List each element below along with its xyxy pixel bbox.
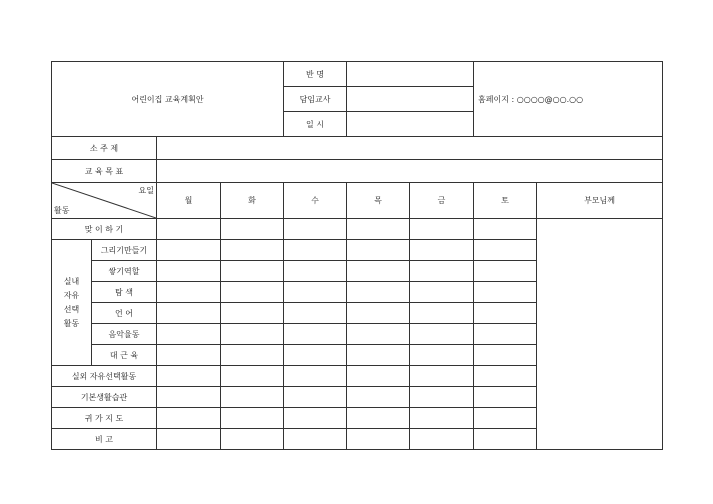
day-activity-corner bbox=[52, 183, 157, 219]
cell[interactable] bbox=[284, 261, 347, 282]
document-title: 어린이집 교육계획안 bbox=[52, 62, 284, 137]
cell[interactable] bbox=[157, 408, 221, 429]
day-header-tue: 화 bbox=[221, 183, 284, 219]
day-header-thu: 목 bbox=[347, 183, 410, 219]
welcome-label: 맞 이 하 기 bbox=[52, 219, 157, 240]
cell[interactable] bbox=[347, 366, 410, 387]
cell[interactable] bbox=[157, 282, 221, 303]
corner-day-label: 요일 bbox=[138, 186, 154, 195]
cell[interactable] bbox=[221, 345, 284, 366]
habits-label: 기본생활습관 bbox=[52, 387, 157, 408]
cell[interactable] bbox=[157, 303, 221, 324]
cell[interactable] bbox=[410, 408, 474, 429]
cell[interactable] bbox=[410, 261, 474, 282]
cell[interactable] bbox=[474, 429, 537, 450]
cell[interactable] bbox=[410, 345, 474, 366]
corner-activity-label: 활동 bbox=[54, 206, 70, 215]
cell[interactable] bbox=[221, 429, 284, 450]
cell[interactable] bbox=[221, 408, 284, 429]
indoor-group-line: 실내 bbox=[63, 276, 80, 286]
cell[interactable] bbox=[284, 429, 347, 450]
cell[interactable] bbox=[347, 219, 410, 240]
cell[interactable] bbox=[284, 324, 347, 345]
cell[interactable] bbox=[347, 261, 410, 282]
cell[interactable] bbox=[284, 345, 347, 366]
homepage-text: 홈페이지 : ○○○○@○○.○○ bbox=[474, 62, 663, 137]
cell[interactable] bbox=[474, 366, 537, 387]
indoor-item-language: 언 어 bbox=[92, 303, 157, 324]
cell[interactable] bbox=[410, 366, 474, 387]
indoor-activity-group bbox=[52, 240, 92, 366]
cell[interactable] bbox=[221, 387, 284, 408]
cell[interactable] bbox=[221, 303, 284, 324]
cell[interactable] bbox=[157, 366, 221, 387]
indoor-group-line: 활동 bbox=[63, 318, 80, 328]
cell[interactable] bbox=[410, 429, 474, 450]
goal-label: 교 육 목 표 bbox=[52, 160, 157, 183]
date-label: 일 시 bbox=[284, 112, 347, 137]
indoor-group-line: 선택 bbox=[63, 304, 80, 314]
day-header-parents: 부모님께 bbox=[537, 183, 663, 219]
cell[interactable] bbox=[284, 408, 347, 429]
cell[interactable] bbox=[410, 240, 474, 261]
cell[interactable] bbox=[410, 324, 474, 345]
cell[interactable] bbox=[347, 408, 410, 429]
indoor-item-drawing: 그리기만들기 bbox=[92, 240, 157, 261]
cell[interactable] bbox=[474, 408, 537, 429]
cell[interactable] bbox=[347, 324, 410, 345]
teacher-field[interactable] bbox=[347, 87, 474, 112]
subtopic-label: 소 주 제 bbox=[52, 137, 157, 160]
cell[interactable] bbox=[221, 324, 284, 345]
cell[interactable] bbox=[347, 345, 410, 366]
cell[interactable] bbox=[347, 282, 410, 303]
cell[interactable] bbox=[410, 282, 474, 303]
remarks-label: 비 고 bbox=[52, 429, 157, 450]
day-header-sat: 토 bbox=[474, 183, 537, 219]
indoor-item-music: 음악율동 bbox=[92, 324, 157, 345]
indoor-item-blocks: 쌓기역할 bbox=[92, 261, 157, 282]
teacher-label: 담임교사 bbox=[284, 87, 347, 112]
cell[interactable] bbox=[284, 387, 347, 408]
subtopic-field[interactable] bbox=[157, 137, 663, 160]
cell[interactable] bbox=[157, 324, 221, 345]
cell[interactable] bbox=[410, 219, 474, 240]
date-field[interactable] bbox=[347, 112, 474, 137]
cell[interactable] bbox=[410, 303, 474, 324]
cell[interactable] bbox=[221, 219, 284, 240]
cell[interactable] bbox=[221, 261, 284, 282]
cell[interactable] bbox=[157, 219, 221, 240]
cell[interactable] bbox=[221, 282, 284, 303]
cell[interactable] bbox=[221, 240, 284, 261]
cell[interactable] bbox=[284, 303, 347, 324]
cell[interactable] bbox=[474, 240, 537, 261]
cell[interactable] bbox=[157, 387, 221, 408]
lesson-plan-table bbox=[51, 61, 663, 450]
indoor-item-exploration: 탐 색 bbox=[92, 282, 157, 303]
outdoor-activity-label: 실외 자유선택활동 bbox=[52, 366, 157, 387]
parents-note-field[interactable] bbox=[537, 219, 663, 450]
class-name-field[interactable] bbox=[347, 62, 474, 87]
day-header-fri: 금 bbox=[410, 183, 474, 219]
cell[interactable] bbox=[347, 240, 410, 261]
cell[interactable] bbox=[284, 366, 347, 387]
cell[interactable] bbox=[157, 261, 221, 282]
day-header-wed: 수 bbox=[284, 183, 347, 219]
cell[interactable] bbox=[474, 387, 537, 408]
cell[interactable] bbox=[474, 345, 537, 366]
cell[interactable] bbox=[474, 282, 537, 303]
day-header-mon: 월 bbox=[157, 183, 221, 219]
cell[interactable] bbox=[157, 240, 221, 261]
cell[interactable] bbox=[284, 219, 347, 240]
indoor-item-gross-motor: 대 근 육 bbox=[92, 345, 157, 366]
indoor-group-line: 자유 bbox=[63, 290, 80, 300]
cell[interactable] bbox=[284, 240, 347, 261]
cell[interactable] bbox=[410, 387, 474, 408]
cell[interactable] bbox=[474, 303, 537, 324]
cell[interactable] bbox=[474, 324, 537, 345]
cell[interactable] bbox=[284, 282, 347, 303]
cell[interactable] bbox=[474, 261, 537, 282]
cell[interactable] bbox=[347, 303, 410, 324]
cell[interactable] bbox=[157, 429, 221, 450]
cell[interactable] bbox=[474, 219, 537, 240]
cell[interactable] bbox=[157, 345, 221, 366]
cell[interactable] bbox=[347, 429, 410, 450]
class-name-label: 반 명 bbox=[284, 62, 347, 87]
cell[interactable] bbox=[221, 366, 284, 387]
cell[interactable] bbox=[347, 387, 410, 408]
homeward-label: 귀 가 지 도 bbox=[52, 408, 157, 429]
goal-field[interactable] bbox=[157, 160, 663, 183]
